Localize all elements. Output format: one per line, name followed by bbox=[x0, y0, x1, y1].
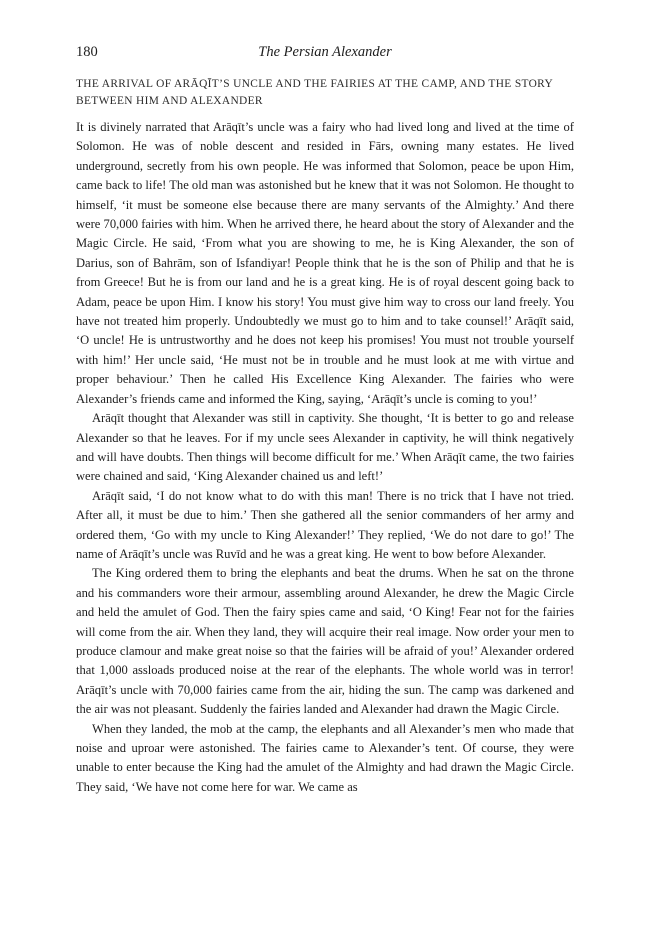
book-page bbox=[76, 44, 574, 797]
running-head bbox=[76, 44, 574, 68]
paragraph: The King ordered them to bring the elephants and beat the drums. When he sat on the throne and his commanders wore their armour, assembling around Alexander, he drew the Magic Circle and held the amulet of God. Then the fairy spies came and said, ‘O King! Fear not for the fairies will come from the air. When they land, they will acquire their real image. Now order your men to produce clamour and make great noise so that the fairies will be afraid of you!’ Alexander ordered that 1,000 assloads produced noise at the rear of the elephants. The whole world was in terror! Arāqīt’s uncle with 70,000 fairies came from the air, hiding the sun. The camp was darkened and the air was not pleasant. Suddenly the fairies landed and Alexander had drawn the Magic Circle. bbox=[76, 566, 574, 717]
section-heading: THE ARRIVAL OF ARĀQĪT’S UNCLE AND THE FAIRIES AT THE CAMP, AND THE STORY BETWEEN HIM AND ALEXANDER bbox=[76, 78, 553, 107]
paragraph: It is divinely narrated that Arāqīt’s uncle was a fairy who had lived long and lived at the time of Solomon. He was of noble descent and resided in Fārs, owning many estates. He lived underground, secretly from his own people. He was informed that Solomon, peace be upon Him, came back to life! The old man was astonished but he knew that it was not Solomon. He thought to himself, ‘it must be someone else because there are many servants of the Almighty.’ And there were 70,000 fairies with him. When he arrived there, he heard about the story of Alexander and the Magic Circle. He said, ‘From what you are showing to me, he is King Alexander, the son of Darius, son of Bahrām, son of Isfandiyar! People think that he is the son of Philip and that he is from Greece! But he is from our land and he is a great king. He is of royal descent going back to Adam, peace be upon Him. I know his story! You must give him way to cross our land freely. You have not treated him properly. Undoubtedly we must go to him and to take counsel!’ Arāqīt said, ‘O uncle! He is untrustworthy and he does not keep his promises! You must not trouble yourself with him!’ Her uncle said, ‘He must not be in trouble and he must look at me with virtue and proper behaviour.’ Then he called His Excellence King Alexander. The fairies who were Alexander’s friends came and informed the King, saying, ‘Arāqīt’s uncle is coming to you!’ bbox=[76, 120, 574, 406]
paragraph: When they landed, the mob at the camp, the elephants and all Alexander’s men who made that noise and uproar were astonished. The fairies came to Alexander’s tent. Of course, they were unable to enter because the King had the amulet of the Almighty and had drawn the Magic Circle. They said, ‘We have not come here for war. We came as bbox=[76, 721, 574, 794]
body-text bbox=[76, 118, 574, 797]
page-number: 180 bbox=[76, 44, 98, 60]
running-title: The Persian Alexander bbox=[258, 44, 392, 60]
paragraph: Arāqīt said, ‘I do not know what to do with this man! There is no trick that I have not tried. After all, it must be due to him.’ Then she gathered all the senior commanders of her army and ordered them, ‘Go with my uncle to King Alexander!’ They replied, ‘We do not dare to go!’ The name of Arāqīt’s uncle was Ruvīd and he was a great king. He went to bow before Alexander. bbox=[76, 488, 574, 561]
paragraph: Arāqīt thought that Alexander was still in captivity. She thought, ‘It is better to go and release Alexander so that he leaves. For if my uncle sees Alexander in captivity, he will think negatively and will have doubts. Then things will become difficult for me.’ When Arāqīt came, the two fairies were chained and said, ‘King Alexander chained us and left!’ bbox=[76, 411, 574, 484]
